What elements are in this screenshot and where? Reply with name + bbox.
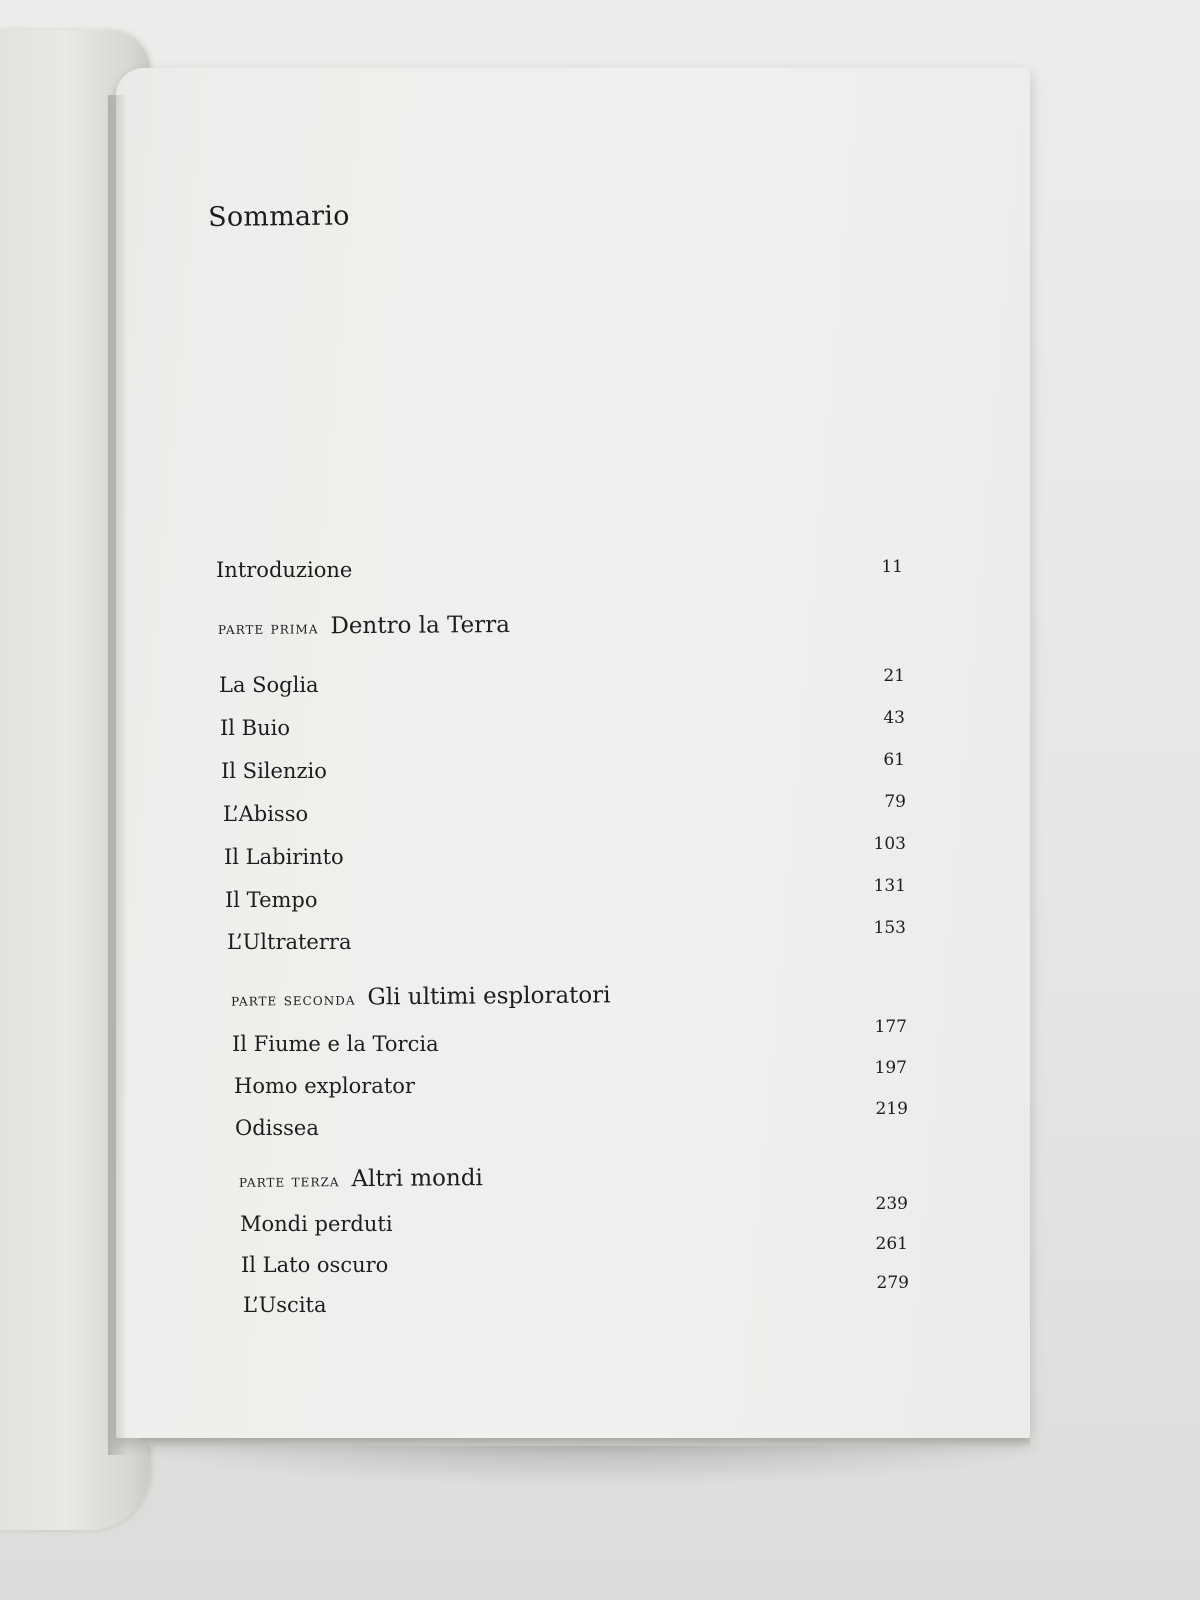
toc-entry-page: 103 (873, 834, 906, 854)
toc-entry-page: 261 (875, 1234, 908, 1254)
part-title: Gli ultimi esploratori (367, 982, 611, 1011)
toc-entry-page: 219 (875, 1099, 908, 1119)
part-title: Altri mondi (351, 1165, 483, 1193)
part-label: parte prima (217, 618, 319, 640)
toc-entry: Il Lato oscuro (241, 1253, 389, 1277)
toc-entry-page: 79 (884, 792, 906, 812)
toc-entry: L’Uscita (243, 1293, 327, 1317)
part-label: parte seconda (230, 989, 356, 1011)
toc-entry: Odissea (235, 1116, 319, 1140)
toc-entry-page: 239 (875, 1194, 908, 1214)
toc-entry: Il Labirinto (224, 845, 344, 869)
toc-entry-label: Introduzione (216, 558, 353, 582)
page-title: Sommario (208, 200, 350, 233)
toc-entry-page: 21 (883, 666, 905, 686)
toc-entry: L’Ultraterra (227, 930, 352, 954)
part-heading-1 (218, 612, 510, 640)
book-gutter (108, 95, 126, 1455)
toc-entry-introduzione (216, 558, 352, 582)
toc-entry: Il Buio (220, 716, 291, 740)
part-heading-2 (231, 982, 611, 1011)
toc-entry: L’Abisso (223, 802, 309, 826)
toc-entry-page: 11 (881, 557, 903, 577)
toc-entry-page: 279 (876, 1273, 909, 1293)
toc-entry-page: 61 (883, 750, 905, 770)
part-label: parte terza (238, 1171, 340, 1192)
toc-entry: Homo explorator (234, 1074, 415, 1098)
toc-entry-page: 153 (873, 918, 906, 938)
toc-entry: Il Tempo (225, 888, 318, 912)
toc-entry-page: 131 (873, 876, 906, 896)
toc-entry: Mondi perduti (240, 1212, 393, 1236)
toc-entry: La Soglia (219, 673, 319, 697)
part-title: Dentro la Terra (330, 611, 511, 640)
toc-entry-page: 197 (874, 1058, 907, 1078)
book-shadow (120, 1446, 1060, 1486)
toc-entry-page: 43 (883, 708, 905, 728)
toc-entry: Il Fiume e la Torcia (232, 1032, 439, 1056)
toc-entry-page: 177 (874, 1017, 907, 1037)
part-heading-3 (239, 1165, 483, 1193)
toc-entry: Il Silenzio (221, 759, 327, 783)
